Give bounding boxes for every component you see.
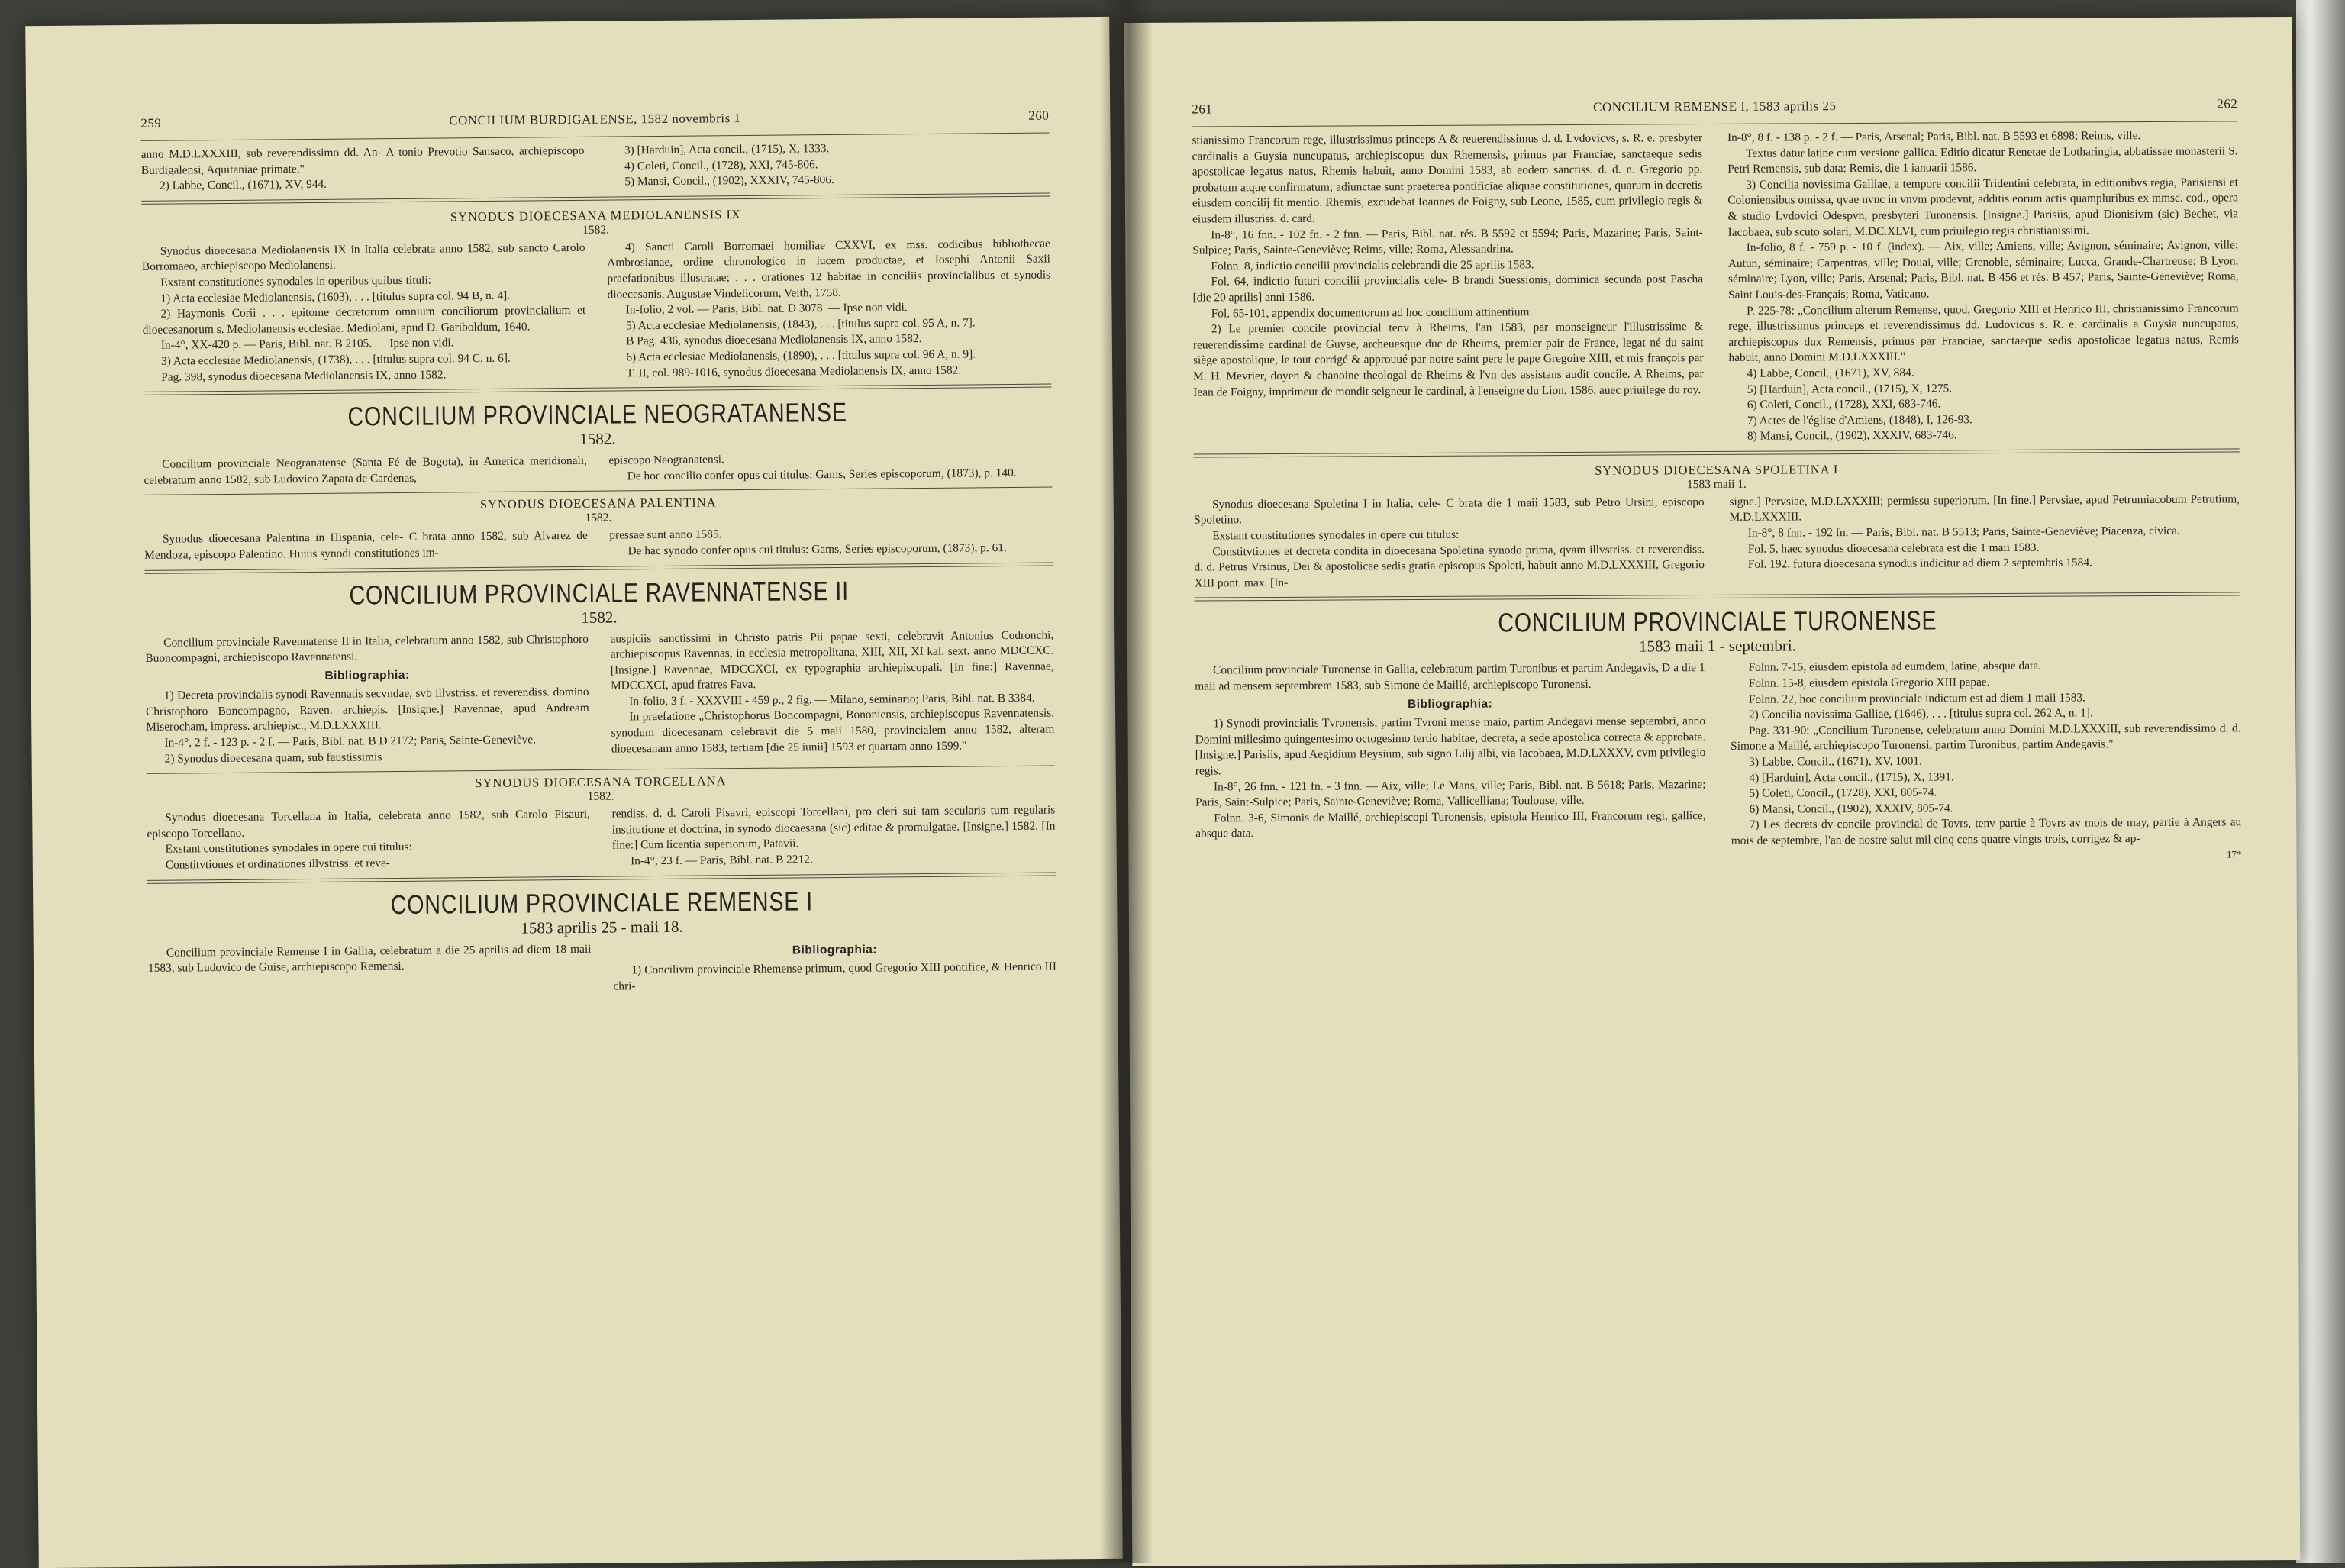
paragraph: Concilium provinciale Remense I in Gallia, celebratum a die 25 aprilis ad diem 18 maii 1583, sub Ludovico de Guise, archiepiscopo Remensi. <box>147 942 592 976</box>
section-title: SYNODUS DIOECESANA TORCELLANA <box>475 773 727 791</box>
column <box>609 524 1053 560</box>
column <box>147 807 590 873</box>
column <box>1729 492 2240 589</box>
bibliography-heading: Bibliographia: <box>792 943 878 957</box>
paragraph: In praefatione „Christophorus Boncompagni, Bononiensis, archiepiscopus Ravennatensis, synodum dioecesanam celebravit die 5 maii 1580, provincialem anno 1582, alteram dioecesanam anno 1583, tertiam [die 25 iunii] 1593 et quartam anno 1599." <box>611 706 1055 756</box>
paragraph: Synodus dioecesana Torcellana in Italia, celebrata anno 1582, sub Carolo Pisauri, episcopo Torcellano. <box>147 808 591 840</box>
book-edge <box>2296 0 2345 1563</box>
page-number: 261 <box>1192 102 1213 117</box>
book-gutter <box>1099 0 1153 1563</box>
running-header <box>140 98 1049 141</box>
section-date: 1583 maii 1 - septembri. <box>1638 636 1797 656</box>
paragraph: 5) Acta ecclesiae Mediolanensis, (1843), . . . [titulus supra col. 95 A, n. 7]. <box>625 316 976 333</box>
paragraph: T. II, col. 989-1016, synodus dioecesana Mediolanensis IX, anno 1582. <box>626 363 962 379</box>
paragraph: 5) [Harduin], Acta concil., (1715), X, 1275. <box>1747 381 1953 396</box>
paragraph: 1) Acta ecclesiae Mediolanensis, (1603), . . . [titulus supra col. 94 B, n. 4]. <box>160 289 511 305</box>
column <box>610 628 1054 763</box>
paragraph: 3) Labbe, Concil., (1671), XV, 1001. <box>1749 754 1922 769</box>
continuation-block <box>1192 127 2239 447</box>
paragraph: Exstant constitutiones synodales in opere cui titulus: <box>1212 528 1460 543</box>
paragraph: Folnn. 15-8, eiusdem epistola Gregorio XIII papae. <box>1748 676 1990 690</box>
column <box>606 140 1050 191</box>
page-number: 262 <box>2217 96 2238 111</box>
section-date: 1582. <box>587 789 614 804</box>
paragraph: Pag. 331-90: „Concilium Turonense, celebratum anno Domini M.D.LXXXIII, sub reverendissimo d. d. Simone a Maillé, archiepiscopo Turonensi, partim Turonibus, partim Andegavis." <box>1731 721 2241 753</box>
section-title: SYNODUS DIOECESANA PALENTINA <box>479 495 717 512</box>
paragraph: Constitvtiones et ordinationes illvstriss. et reve- <box>165 857 390 872</box>
paragraph: pressae sunt anno 1585. <box>609 528 722 542</box>
section-title: SYNODUS DIOECESANA MEDIOLANENSIS IX <box>450 206 742 224</box>
paragraph: 2) Synodus dioecesana quam, sub faustissimis <box>164 750 382 766</box>
right-page-content <box>1192 85 2241 867</box>
paragraph: stianissimo Francorum rege, illustrissimus princeps A & reuerendissimus d. d. Lvdovicvs, s. R. e. presbyter cardinalis a Guysia nuncupatus, archiepiscopus dux Rhemensis, primus par Franciae, sanctaeque sedis apostolicae legatus natus, Rhemis habuit, anno Domini 1583, ab eodem sanctiss. d. d. n. Gregorio pp. probatum atque confirmatum; adiunctae sunt praeterea pontificiae aliquae constitutiones, quarum in decretis eiusdem concilij fit mentio. Rhemis, excudebat Ioannes de Foigny, sub Leone, 1585, cum privilegio regis & eiusdem illustriss. d. card. <box>1192 131 1703 226</box>
paragraph: Synodus dioecesana Mediolanensis IX in Italia celebrata anno 1582, sub sancto Carolo Borromaeo, archiepiscopo Mediolanensi. <box>141 240 585 274</box>
paragraph: 1) Synodi provincialis Tvronensis, partim Tvroni mense maio, partim Andegavi mense septembri, anno Domini millesimo quingentesimo octogesimo tertio habitae, decreta, a sede apostolica correcta & approbata. [Insigne.] Parisiis, apud Aegidium Beysium, sub signo Lilij albi, via Iacobaea, M.D.LXXXV, cvm privilegio regis. <box>1195 715 1706 778</box>
section-title: CONCILIUM PROVINCIALE REMENSE I <box>390 886 814 920</box>
paragraph: Concilium provinciale Neogranatense (Santa Fé de Bogota), in America meridionali, celebratum anno 1582, sub Ludovico Zapata de Cardenas, <box>144 453 588 487</box>
page-number: 259 <box>140 115 162 131</box>
paragraph: 7) Actes de l'église d'Amiens, (1848), I, 126-93. <box>1747 412 1972 427</box>
right-page <box>1124 17 2301 1566</box>
paragraph: 4) [Harduin], Acta concil., (1715), X, 1391. <box>1749 769 1954 785</box>
section-body <box>144 524 1053 564</box>
paragraph: Fol. 5, haec synodus dioecesana celebrata est die 1 maii 1583. <box>1747 540 2040 556</box>
paragraph: In-folio, 3 f. - XXXVIII - 459 p., 2 fig. — Milano, seminario; Paris, Bibl. nat. B 3384. <box>629 691 1035 708</box>
left-page <box>25 17 1123 1568</box>
paragraph: P. 225-78: „Concilium alterum Remense, quod, Gregorio XIII et Henrico III, christianissimo Francorum rege, illustrissimus princeps et reverendissimus dd. Ludovicus s. R. e. cardinalis a Guysia nuncupatus, archiepiscopus dux Remensis, primus par Franciae, sanctaeque sedis apostolicae legatus natus, Remis habuit, anno Domini M.D.LXXXIII." <box>1728 301 2239 365</box>
section-title: CONCILIUM PROVINCIALE NEOGRATANENSE <box>347 397 848 432</box>
section-body <box>148 937 1057 999</box>
running-title: CONCILIUM BURDIGALENSE, 1582 novembris 1 <box>449 111 741 128</box>
paragraph: In-folio, 8 f. - 759 p. - 10 f. (index). — Aix, ville; Amiens, ville; Avignon, séminaire; Avignon, ville; Autun, séminaire; Carpentras, ville; Douai, ville; Grenoble, séminaire; Lucca, Grande-Chartreuse; B Lyon, séminaire; Lyon, ville; Paris, Arsenal; Paris, Bibl. nat. B 456 et rés. B 457; Paris, Sainte-Geneviève; Roma, Saint Louis-des-Français; Roma, Vaticano. <box>1727 238 2239 302</box>
paragraph: 3) Concilia novissima Galliae, a tempore concilii Tridentini celebrata, in editionibvs regia, Parisiensi et Coloniensibus omissa, qvae nvnc in vnvm prodevnt, additis eorum actis quampluribus ex mmsc. cod., opera & studio Lvdovici Odespvn, presbyteri Turonensis. [Insigne.] Parisiis, apud Dionisivm (sic) Bechet, via Iacobaea, sub scuto solari, M.DC.XLVI, cum priuilegio regis christianissimi. <box>1727 176 2239 239</box>
paragraph: In-folio, 2 vol. — Paris, Bibl. nat. D 3078. — Ipse non vidi. <box>625 301 908 317</box>
column <box>608 450 1052 485</box>
paragraph: episcopo Neogranatensi. <box>608 453 724 467</box>
paragraph: anno M.D.LXXXIII, sub reverendissimo dd. An- A tonio Prevotio Sansaco, archiepiscopo Burdigalensi, Aquitaniae primate." <box>140 144 585 177</box>
paragraph: B Pag. 436, synodus dioecesana Mediolanensis IX, anno 1582. <box>626 332 922 348</box>
column <box>144 453 587 489</box>
paragraph: Fol. 64, indictio futuri concilii provincialis cele- B brandi Suessionis, dominica secunda post Pascha [die 20 aprilis] anni 1586. <box>1192 273 1704 305</box>
column <box>611 803 1055 869</box>
section-date: 1582. <box>582 223 610 237</box>
paragraph: Constitvtiones et decreta condita in dioecesana Spoletina synodo prima, qvam illvstriss. et reverendiss. d. d. Petrus Vrsinus, Dei & apostolicae sedis gratia episcopus Spoleti, habuit anno M.D.LXXXIII, Gregorio XIII pont. max. [In- <box>1194 542 1705 590</box>
paragraph: 2) Concilia novissima Galliae, (1646), . . . [titulus supra col. 262 A, n. 1]. <box>1748 706 2093 721</box>
running-header <box>1192 85 2237 127</box>
section-body <box>1194 492 2240 592</box>
column <box>148 941 592 999</box>
signature-mark: 17* <box>2226 847 2242 860</box>
paragraph: Folnn. 8, indictio concilii provincialis celebrandi die 25 aprilis 1583. <box>1211 257 1534 273</box>
column <box>607 236 1051 381</box>
column <box>1727 127 2240 444</box>
column <box>144 528 588 563</box>
paragraph: 5) Coleti, Concil., (1728), XXI, 805-74. <box>1749 786 1937 800</box>
paragraph: 5) Mansi, Concil., (1902), XXXIV, 745-806. <box>624 173 834 189</box>
column <box>1195 660 1706 867</box>
paragraph: 3) Acta ecclesiae Mediolanensis, (1738), . . . [titulus supra col. 94 C, n. 6]. <box>160 351 511 368</box>
paragraph: 2) Haymonis Corii . . . epitome decretorum omnium conciliorum provincialium et dioecesanorum s. Mediolanensis ecclesiae. Mediolani, apud D. Gariboldum, 1640. <box>142 303 586 337</box>
section-date: 1582. <box>579 429 616 449</box>
paragraph: In-8°, 26 fnn. - 121 fn. - 3 fnn. — Aix, ville; Le Mans, ville; Paris, Bibl. nat. B 5618; Paris, Mazarine; Paris, Saint-Sulpice; Paris, Sainte-Geneviève; Roma, Vallicelliana; Toulouse, ville. <box>1195 777 1706 809</box>
section-title: SYNODUS DIOECESANA SPOLETINA I <box>1595 462 1839 478</box>
section-body <box>1195 658 2241 868</box>
paragraph: In-4°, 23 f. — Paris, Bibl. nat. B 2212. <box>630 853 813 868</box>
section-body <box>144 450 1052 489</box>
section-date: 1582. <box>581 607 618 627</box>
paragraph: Textus datur latine cum versione gallica. Editio dicatur Renetae de Lotharingia, abbatissae monasterii S. Petri Remensis, sub data: Remis, die 1 ianuarii 1586. <box>1727 144 2238 176</box>
section-body <box>145 628 1054 767</box>
paragraph: 1) Decreta provincialis synodi Ravennatis secvndae, svb illvstriss. et reverendiss. domino Christophoro Boncompagno, Raven. archiepis. [Insigne.] Ravennae, apud Andream Miserocham, impress. archiepisc., M.D.LXXXIII. <box>145 686 589 734</box>
paragraph: In-8°, 8 fnn. - 192 fn. — Paris, Bibl. nat. B 5513; Paris, Sainte-Geneviève; Piacenza, civica. <box>1747 524 2180 540</box>
paragraph: Synodus dioecesana Spoletina I in Italia, cele- C brata die 1 maii 1583, sub Petro Ursini, episcopo Spoletino. <box>1194 495 1705 528</box>
paragraph: Exstant constitutiones synodales in opere cui titulus: <box>165 840 412 857</box>
column <box>142 240 586 386</box>
paragraph: Concilium provinciale Ravennatense II in Italia, celebratum anno 1582, sub Christophoro Buoncompagni, archiepiscopo Ravennatensi. <box>145 632 589 665</box>
section-title: CONCILIUM PROVINCIALE RAVENNATENSE II <box>349 576 850 611</box>
paragraph: 7) Les decrets dv concile provincial de Tovrs, tenv partie à Tovrs av mois de may, partie à Angers au mois de septembre, l'an de nostre salut mil cinq cens quatre vingts trois, corrigez & ap- <box>1731 815 2242 847</box>
bibliography-heading: Bibliographia: <box>324 668 410 682</box>
running-title: CONCILIUM REMENSE I, 1583 aprilis 25 <box>1593 98 1837 115</box>
column <box>1731 658 2242 865</box>
paragraph: In-8°, 16 fnn. - 102 fn. - 2 fnn. — Paris, Bibl. nat. rés. B 5592 et 5594; Paris, Mazarine; Paris, Saint-Sulpice; Paris, Sainte-Geneviève; Reims, ville; Roma, Alessandrina. <box>1192 225 1703 257</box>
paragraph: Fol. 65-101, appendix documentorum ad hoc concilium attinentium. <box>1211 305 1533 320</box>
section-date: 1582. <box>585 511 612 525</box>
bibliography-heading: Bibliographia: <box>1408 697 1493 711</box>
paragraph: rendiss. d. d. Caroli Pisavri, episcopi Torcellani, pro cleri sui tam secularis tum regularis institutione et doctrina, in synodo diocaesana (sic) editae & promulgatae. [Insigne.] 1582. [In fine:] Cum licentia superiorum, Patavii. <box>611 803 1056 853</box>
continuation-block <box>141 140 1050 195</box>
column <box>1194 495 1705 592</box>
section-body <box>142 236 1052 386</box>
column <box>1192 131 1704 447</box>
paragraph: 4) Coleti, Concil., (1728), XXI, 745-806. <box>624 157 818 173</box>
paragraph: 2) Le premier concile provincial tenv à Rheims, l'an 1583, par monseigneur l'illustrissime & reuerendissime cardinal de Guyse, archeuesque duc de Rheims, premier pair de France, legat né du saint siège apostolique, le tout corrigé & approuué par notre saint pere le pape Gregoire XIII, et mis françois par M. H. Mevrier, doyen & chanoine theologal de Rheims & l'vn des assistans audit concile. A Rheims, par Iean de Foigny, imprimeur de mondit seigneur le cardinal, à l'enseigne du Lion, 1586, auec priuilege du roy. <box>1192 320 1704 399</box>
section-date: 1583 maii 1. <box>1686 477 1747 492</box>
paragraph: De hoc concilio confer opus cui titulus: Gams, Series episcoporum, (1873), p. 140. <box>627 466 1017 483</box>
paragraph: Folnn. 3-6, Simonis de Maillé, archiepiscopi Turonensis, epistola Henrico III, Francorum regi, gallice, absque data. <box>1195 808 1706 840</box>
paragraph: Fol. 192, futura dioecesana synodus indicitur ad diem 2 septembris 1584. <box>1747 556 2092 572</box>
paragraph: 1) Concilivm provinciale Rhemense primum, quod Gregorio XIII pontifice, & Henrico III chri- <box>613 960 1057 993</box>
paragraph: signe.] Pervsiae, M.D.LXXXIII; permissu superiorum. [In fine.] Pervsiae, apud Petrumiacobum Petrutium, M.D.LXXXIII. <box>1729 492 2240 524</box>
page-number: 260 <box>1028 108 1050 123</box>
paragraph: Folnn. 22, hoc concilium provinciale indictum est ad diem 1 maii 1583. <box>1748 691 2085 706</box>
paragraph: De hac synodo confer opus cui titulus: Gams, Series episcoporum, (1873), p. 61. <box>627 540 1007 558</box>
column <box>141 144 585 195</box>
section-body <box>147 803 1056 874</box>
paragraph: 4) Labbe, Concil., (1671), XV, 884. <box>1747 366 1914 380</box>
paragraph: auspiciis sanctissimi in Christo patris Pii papae sexti, celebravit Antonius Codronchi, archiepiscopus Ravennas, in ecclesia metropolitana, XIII, XII, XI kal. sext. anno MDCCXC. [Insigne.] Ravennae, MDCCXCI, ex typographia archiepiscopali. [In fine:] Ravennae, MDCCXCI, apud fratres Fava. <box>610 628 1054 692</box>
column <box>145 631 589 767</box>
section-title: CONCILIUM PROVINCIALE TURONENSE <box>1498 605 1937 638</box>
paragraph: Synodus dioecesana Palentina in Hispania, cele- C brata anno 1582, sub Alvarez de Mendoza, episcopo Palentino. Huius synodi constitutiones im- <box>144 529 588 562</box>
paragraph: 3) [Harduin], Acta concil., (1715), X, 1333. <box>624 142 830 157</box>
left-page-content <box>140 98 1056 999</box>
paragraph: 8) Mansi, Concil., (1902), XXXIV, 683-746. <box>1747 428 1957 444</box>
paragraph: 6) Acta ecclesiae Mediolanensis, (1890), . . . [titulus supra col. 96 A, n. 9]. <box>626 347 976 364</box>
paragraph: In-8°, 8 f. - 138 p. - 2 f. — Paris, Arsenal; Paris, Bibl. nat. B 5593 et 6898; Reims, ville. <box>1727 129 2141 144</box>
paragraph: In-4°, 2 f. - 123 p. - 2 f. — Paris, Bibl. nat. B D 2172; Paris, Sainte-Geneviève. <box>164 733 537 750</box>
section-date: 1583 aprilis 25 - maii 18. <box>521 917 683 937</box>
paragraph: Concilium provinciale Turonense in Gallia, celebratum partim Turonibus et partim Andegavis, D a die 1 maii ad mensem septembrem 1583, sub Simone de Maillé, archiepiscopo Turonensi. <box>1195 661 1705 693</box>
paragraph: Pag. 398, synodus dioecesana Mediolanensis IX, anno 1582. <box>161 367 447 384</box>
paragraph: Folnn. 7-15, eiusdem epistola ad eumdem, latine, absque data. <box>1748 660 2042 675</box>
paragraph: Exstant constitutiones synodales in operibus quibus tituli: <box>160 273 432 289</box>
paragraph: 2) Labbe, Concil., (1671), XV, 944. <box>159 177 327 192</box>
paragraph: In-4°, XX-420 p. — Paris, Bibl. nat. B 2105. — Ipse non vidi. <box>160 336 454 353</box>
column <box>613 937 1056 995</box>
paragraph: 4) Sancti Caroli Borromaei homiliae CXXVI, ex mss. codicibus bibliothecae Ambrosianae, ordine chronologico in lucem productae, et Iosephi Antonii Saxii praefationibus illustratae; . . . orationes 12 habitae in conciliis provincialibus et synodis dioecesanis. Augustae Vindelicorum, Veith, 1758. <box>607 237 1051 302</box>
paragraph: 6) Mansi, Concil., (1902), XXXIV, 805-74. <box>1749 802 1953 816</box>
paragraph: 6) Coleti, Concil., (1728), XXI, 683-746. <box>1747 397 1941 411</box>
